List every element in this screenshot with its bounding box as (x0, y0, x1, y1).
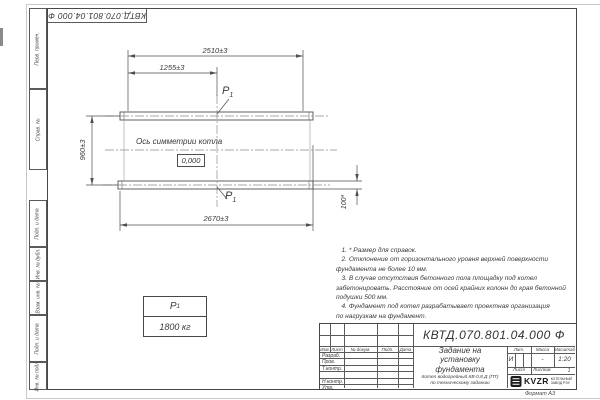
company-logo-text: KVZR (524, 376, 549, 386)
foundation-beams (118, 112, 313, 189)
tb-row-nkontr: Н.контр. (322, 378, 344, 385)
tb-title-line: установку (440, 355, 480, 365)
load-symbol: P (225, 190, 233, 202)
note-line: подушки 500 мм. (336, 294, 388, 302)
load-table-value: 1800 кг (159, 321, 191, 332)
level-mark: 0,000 (181, 156, 201, 165)
load-subscript: 1 (229, 92, 234, 100)
beam-end-lines (122, 112, 309, 189)
dim-left: 960±3 (78, 139, 87, 161)
tb-scale-value: 1:20 (558, 356, 571, 363)
margin-column-label: Перв. примен. (35, 31, 41, 66)
note-line: 4. Фундамент под котел разрабатывает проектная организация (336, 303, 550, 311)
note-line: фундамента не более 10 мм. (336, 265, 428, 273)
notes-block (336, 246, 578, 321)
note-line: 1. * Размер для справок. (336, 247, 417, 254)
tb-header-data: Дата (399, 346, 412, 352)
tb-header-dokum: № докум. (350, 346, 371, 352)
margin-column-label: Инв. № подл. (35, 360, 41, 392)
tb-sheet-label: Лист (512, 368, 526, 373)
dimension-lines (86, 50, 362, 231)
load-subscript: 1 (176, 303, 181, 310)
margin-column-label: Подп. и дата (35, 322, 41, 355)
tb-doc-number: КВТД.070.801.04.000 Ф (422, 328, 565, 342)
note-line: забетонировать. Расстояние от осей крайних колонн до края бетонной (336, 284, 566, 292)
tb-header-podp: Подп. (381, 346, 394, 352)
tb-title (413, 346, 507, 374)
load-table (143, 296, 207, 337)
note-line: 2. Отклонение от горизонтального уровня верхней поверхности (336, 256, 548, 264)
tb-product-line: Котел водогрейный КВ-0,8 Д (ПТ) (421, 375, 499, 381)
dim-top: 2510±3 (202, 46, 228, 55)
company-coil-icon (510, 376, 522, 387)
note-line: 3. В случае отсутствия бетонного пола площадку под котел (336, 275, 537, 283)
level-mark-box (177, 154, 205, 167)
tb-company (507, 374, 575, 388)
tb-title-line: фундамента (435, 364, 485, 374)
tb-sheets-label: Листов (533, 368, 551, 373)
tb-scale-label: Масштаб (554, 347, 575, 352)
margin-column-label: Инв. № дубл. (35, 248, 41, 280)
load-symbol: P (222, 85, 230, 97)
tb-mass-label: Масса (535, 347, 550, 352)
load-point-label-top (222, 85, 233, 99)
tb-header-list: Лист (331, 346, 343, 352)
tb-row-utv: Утв. (322, 385, 334, 391)
tb-sheets-value: 1 (567, 368, 571, 374)
tb-mass-value: - (541, 356, 544, 363)
format-label: Формат А3 (524, 391, 556, 397)
title-block (319, 323, 577, 390)
tb-title-line: Задание на (438, 346, 482, 356)
load-symbol: P (169, 301, 177, 312)
top-doc-number: КВТД.070.801.04.000 Ф (48, 10, 146, 21)
margin-column-label: Взам. инв. № (35, 282, 41, 314)
company-name-line: КОТЕЛЬНЫЙ (550, 377, 572, 381)
dim-right: 100* (341, 194, 348, 210)
dim-half: 1255±3 (159, 63, 185, 72)
margin-column-label: Подп. и дата (35, 207, 41, 240)
tb-header-izm: Изм. (320, 346, 330, 352)
dim-bottom: 2670±3 (203, 214, 229, 223)
tb-lit-value: И (508, 356, 514, 363)
tb-lit-label: Лит. (513, 347, 525, 352)
load-subscript: 1 (232, 197, 237, 205)
company-name-line: ЗАВОД РЭУ (550, 381, 570, 385)
margin-column-label: Справ. № (35, 118, 42, 141)
tb-product-line: по техническому заданию (430, 381, 490, 386)
tb-row-prov: Пров. (322, 359, 336, 366)
load-table-symbol (144, 297, 206, 317)
company-name (551, 377, 572, 385)
tb-product (413, 374, 507, 388)
symmetry-axis-label: Ось симметрии котла (136, 137, 223, 146)
note-line: по нагрузкам на фундамент. (336, 312, 427, 320)
load-point-label-bottom (225, 190, 236, 204)
tb-row-razrab: Разраб. (322, 352, 341, 359)
tb-row-tkontr: Т.контр. (322, 365, 343, 372)
